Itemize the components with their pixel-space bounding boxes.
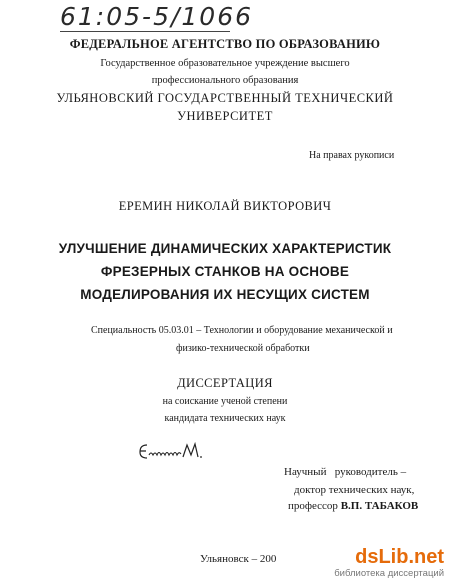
- watermark-subtitle: библиотека диссертаций: [334, 568, 444, 579]
- university-line-2: УНИВЕРСИТЕТ: [177, 109, 273, 123]
- author-name: ЕРЕМИН НИКОЛАЙ ВИКТОРОВИЧ: [118, 199, 332, 213]
- specialty-line-2: физико-технической обработки: [176, 343, 310, 354]
- institution-line-1: Государственное образовательное учреждение высшего: [100, 58, 350, 69]
- degree-line-1: на соискание ученой степени: [162, 396, 288, 407]
- specialty-line-1: Специальность 05.03.01 – Технологии и оборудование механической и: [91, 325, 393, 336]
- city-year: Ульяновск – 200: [200, 553, 277, 565]
- title-line-3: МОДЕЛИРОВАНИЯ ИХ НЕСУЩИХ СИСТЕМ: [80, 287, 370, 302]
- stamp-underline: [60, 31, 230, 32]
- title-line-1: УЛУЧШЕНИЕ ДИНАМИЧЕСКИХ ХАРАКТЕРИСТИК: [58, 241, 392, 256]
- site-watermark: [332, 547, 444, 579]
- institution-line-2: профессионального образования: [151, 75, 299, 86]
- supervisor-title: профессор: [288, 500, 341, 512]
- handwritten-signature: [137, 439, 207, 465]
- university-line-1: УЛЬЯНОВСКИЙ ГОСУДАРСТВЕННЫЙ ТЕХНИЧЕСКИЙ: [56, 91, 394, 105]
- supervisor-line-3: [288, 500, 418, 512]
- degree-line-2: кандидата технических наук: [164, 413, 286, 424]
- supervisor-line-2: доктор технических наук,: [294, 484, 415, 496]
- dissertation-heading: ДИССЕРТАЦИЯ: [177, 376, 273, 390]
- agency-name: ФЕДЕРАЛЬНОЕ АГЕНТСТВО ПО ОБРАЗОВАНИЮ: [69, 37, 381, 51]
- archive-stamp: 61:05-5/1066: [60, 2, 254, 31]
- supervisor-name: В.П. ТАБАКОВ: [340, 500, 419, 512]
- rights-note: На правах рукописи: [309, 150, 395, 161]
- watermark-logo: dsLib.net: [355, 546, 444, 568]
- title-line-2: ФРЕЗЕРНЫХ СТАНКОВ НА ОСНОВЕ: [100, 264, 350, 279]
- supervisor-line-1: Научный руководитель –: [284, 466, 407, 478]
